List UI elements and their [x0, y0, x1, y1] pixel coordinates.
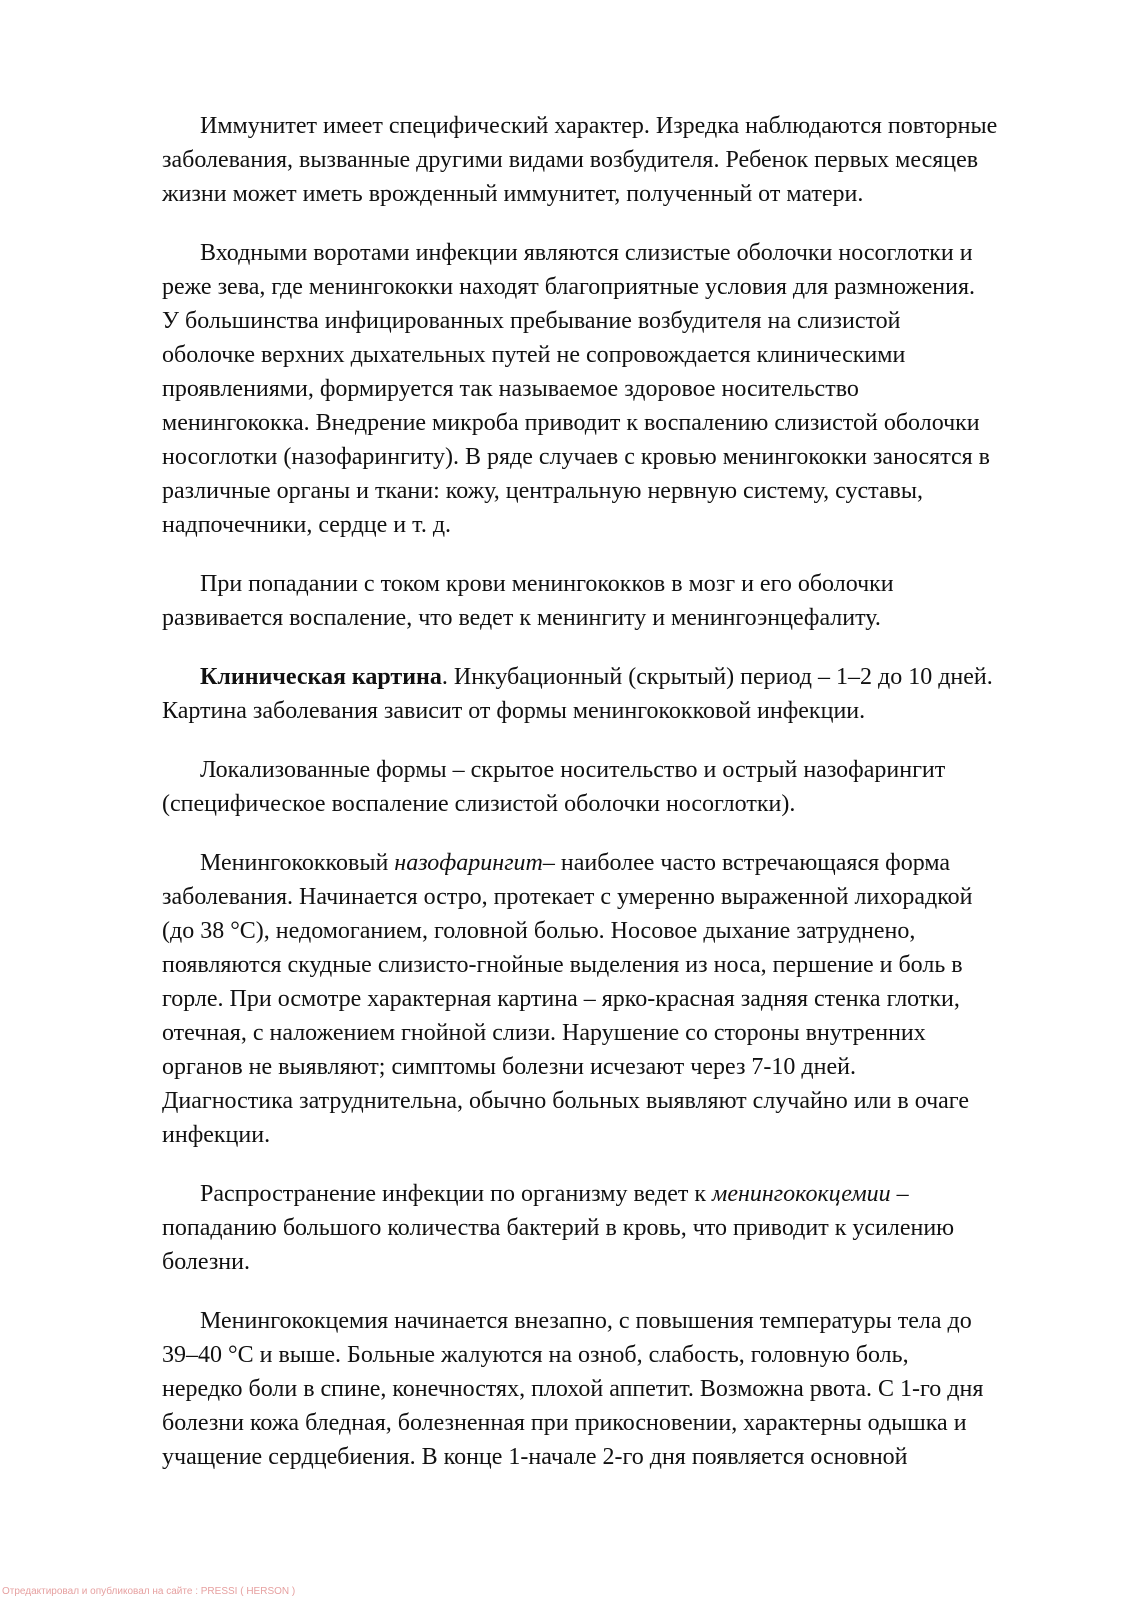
document-body	[162, 109, 1062, 1499]
text-run: (до 38 °С), недомоганием, головной болью. Носовое дыхание затруднено,	[162, 918, 916, 944]
text-line	[162, 1118, 1062, 1152]
text-line	[162, 143, 1062, 177]
text-run: учащение сердцебиения. В конце 1-начале 2-го дня появляется основной	[162, 1444, 908, 1470]
text-run: (специфическое воспаление слизистой оболочки носоглотки).	[162, 791, 796, 817]
text-run: надпочечники, сердце и т. д.	[162, 512, 452, 538]
text-run: заболевания, вызванные другими видами возбудителя. Ребенок первых месяцев	[162, 147, 979, 173]
text-line	[162, 1016, 1062, 1050]
text-line	[162, 1211, 1062, 1245]
text-run: развивается воспаление, что ведет к менингиту и менингоэнцефалиту.	[162, 605, 881, 631]
publisher-footer: Отредактировал и опубликовал на сайте : PRESSI ( HERSON )	[2, 1586, 296, 1597]
text-run: органов не выявляют; симптомы болезни исчезают через 7-10 дней.	[162, 1054, 856, 1080]
paragraph	[162, 660, 1062, 728]
text-line	[162, 474, 1062, 508]
text-line	[162, 948, 1062, 982]
text-line	[162, 1084, 1062, 1118]
paragraph	[162, 236, 1062, 542]
text-line	[162, 1440, 1062, 1474]
text-run: болезни.	[162, 1249, 250, 1275]
text-run: . Инкубационный (скрытый) период – 1–2 до 10 дней.	[441, 664, 993, 690]
text-line	[162, 1177, 1062, 1211]
text-line	[162, 440, 1062, 474]
text-run: Локализованные формы – скрытое носительство и острый назофарингит	[200, 757, 946, 783]
text-run: проявлениями, формируется так называемое здоровое носительство	[162, 376, 859, 402]
text-line	[162, 1050, 1062, 1084]
bold-run: Клиническая картина	[200, 664, 442, 690]
text-run: – наиболее часто встречающаяся форма	[542, 850, 951, 876]
paragraph	[162, 753, 1062, 821]
text-run: 39–40 °С и выше. Больные жалуются на озноб, слабость, головную боль,	[162, 1342, 909, 1368]
text-line	[162, 880, 1062, 914]
text-line	[162, 508, 1062, 542]
text-line	[162, 567, 1062, 601]
text-run: Входными воротами инфекции являются слизистые оболочки носоглотки и	[200, 240, 973, 266]
paragraph	[162, 567, 1062, 635]
text-run: реже зева, где менингококки находят благоприятные условия для размножения.	[162, 274, 975, 300]
text-run: Иммунитет имеет специфический характер. Изредка наблюдаются повторные	[200, 113, 998, 139]
text-line	[162, 270, 1062, 304]
text-run: При попадании с током крови менингококков в мозг и его оболочки	[200, 571, 894, 597]
text-line	[162, 601, 1062, 635]
text-line	[162, 1406, 1062, 1440]
text-line	[162, 694, 1062, 728]
text-line	[162, 372, 1062, 406]
text-run: различные органы и ткани: кожу, центральную нервную систему, суставы,	[162, 478, 924, 504]
text-line	[162, 338, 1062, 372]
text-run: горле. При осмотре характерная картина – ярко-красная задняя стенка глотки,	[162, 986, 960, 1012]
text-line	[162, 982, 1062, 1016]
text-line	[162, 660, 1062, 694]
text-run: оболочке верхних дыхательных путей не сопровождается клиническими	[162, 342, 906, 368]
text-line	[162, 1245, 1062, 1279]
text-line	[162, 1338, 1062, 1372]
text-line	[162, 1372, 1062, 1406]
text-run: менингококка. Внедрение микроба приводит к воспалению слизистой оболочки	[162, 410, 980, 436]
text-run: Картина заболевания зависит от формы менингококковой инфекции.	[162, 698, 866, 724]
text-run: появляются скудные слизисто-гнойные выделения из носа, першение и боль в	[162, 952, 963, 978]
paragraph	[162, 846, 1062, 1152]
text-line	[162, 304, 1062, 338]
text-run: отечная, с наложением гнойной слизи. Нарушение со стороны внутренних	[162, 1020, 926, 1046]
text-run: Диагностика затруднительна, обычно больных выявляют случайно или в очаге	[162, 1088, 969, 1114]
text-line	[162, 406, 1062, 440]
text-run: –	[890, 1181, 909, 1207]
text-line	[162, 753, 1062, 787]
text-run: инфекции.	[162, 1122, 271, 1148]
text-run: заболевания. Начинается остро, протекает с умеренно выраженной лихорадкой	[162, 884, 973, 910]
italic-run: назофарингит	[394, 850, 543, 876]
paragraph	[162, 1177, 1062, 1279]
text-run: Менингококковый	[200, 850, 395, 876]
text-line	[162, 846, 1062, 880]
text-run: болезни кожа бледная, болезненная при прикосновении, характерны одышка и	[162, 1410, 967, 1436]
paragraph	[162, 1304, 1062, 1474]
text-line	[162, 109, 1062, 143]
text-line	[162, 914, 1062, 948]
text-line	[162, 1304, 1062, 1338]
text-run: Менингококцемия начинается внезапно, с повышения температуры тела до	[200, 1308, 972, 1334]
text-line	[162, 787, 1062, 821]
text-run: попаданию большого количества бактерий в кровь, что приводит к усилению	[162, 1215, 955, 1241]
text-run: носоглотки (назофарингиту). В ряде случаев с кровью менингококки заносятся в	[162, 444, 990, 470]
text-line	[162, 236, 1062, 270]
text-run: У большинства инфицированных пребывание возбудителя на слизистой	[162, 308, 901, 334]
text-line	[162, 177, 1062, 211]
italic-run: менингококцемии	[712, 1181, 891, 1207]
paragraph	[162, 109, 1062, 211]
text-run: нередко боли в спине, конечностях, плохой аппетит. Возможна рвота. С 1-го дня	[162, 1376, 984, 1402]
text-run: Распространение инфекции по организму ведет к	[200, 1181, 712, 1207]
text-run: жизни может иметь врожденный иммунитет, полученный от матери.	[162, 181, 864, 207]
